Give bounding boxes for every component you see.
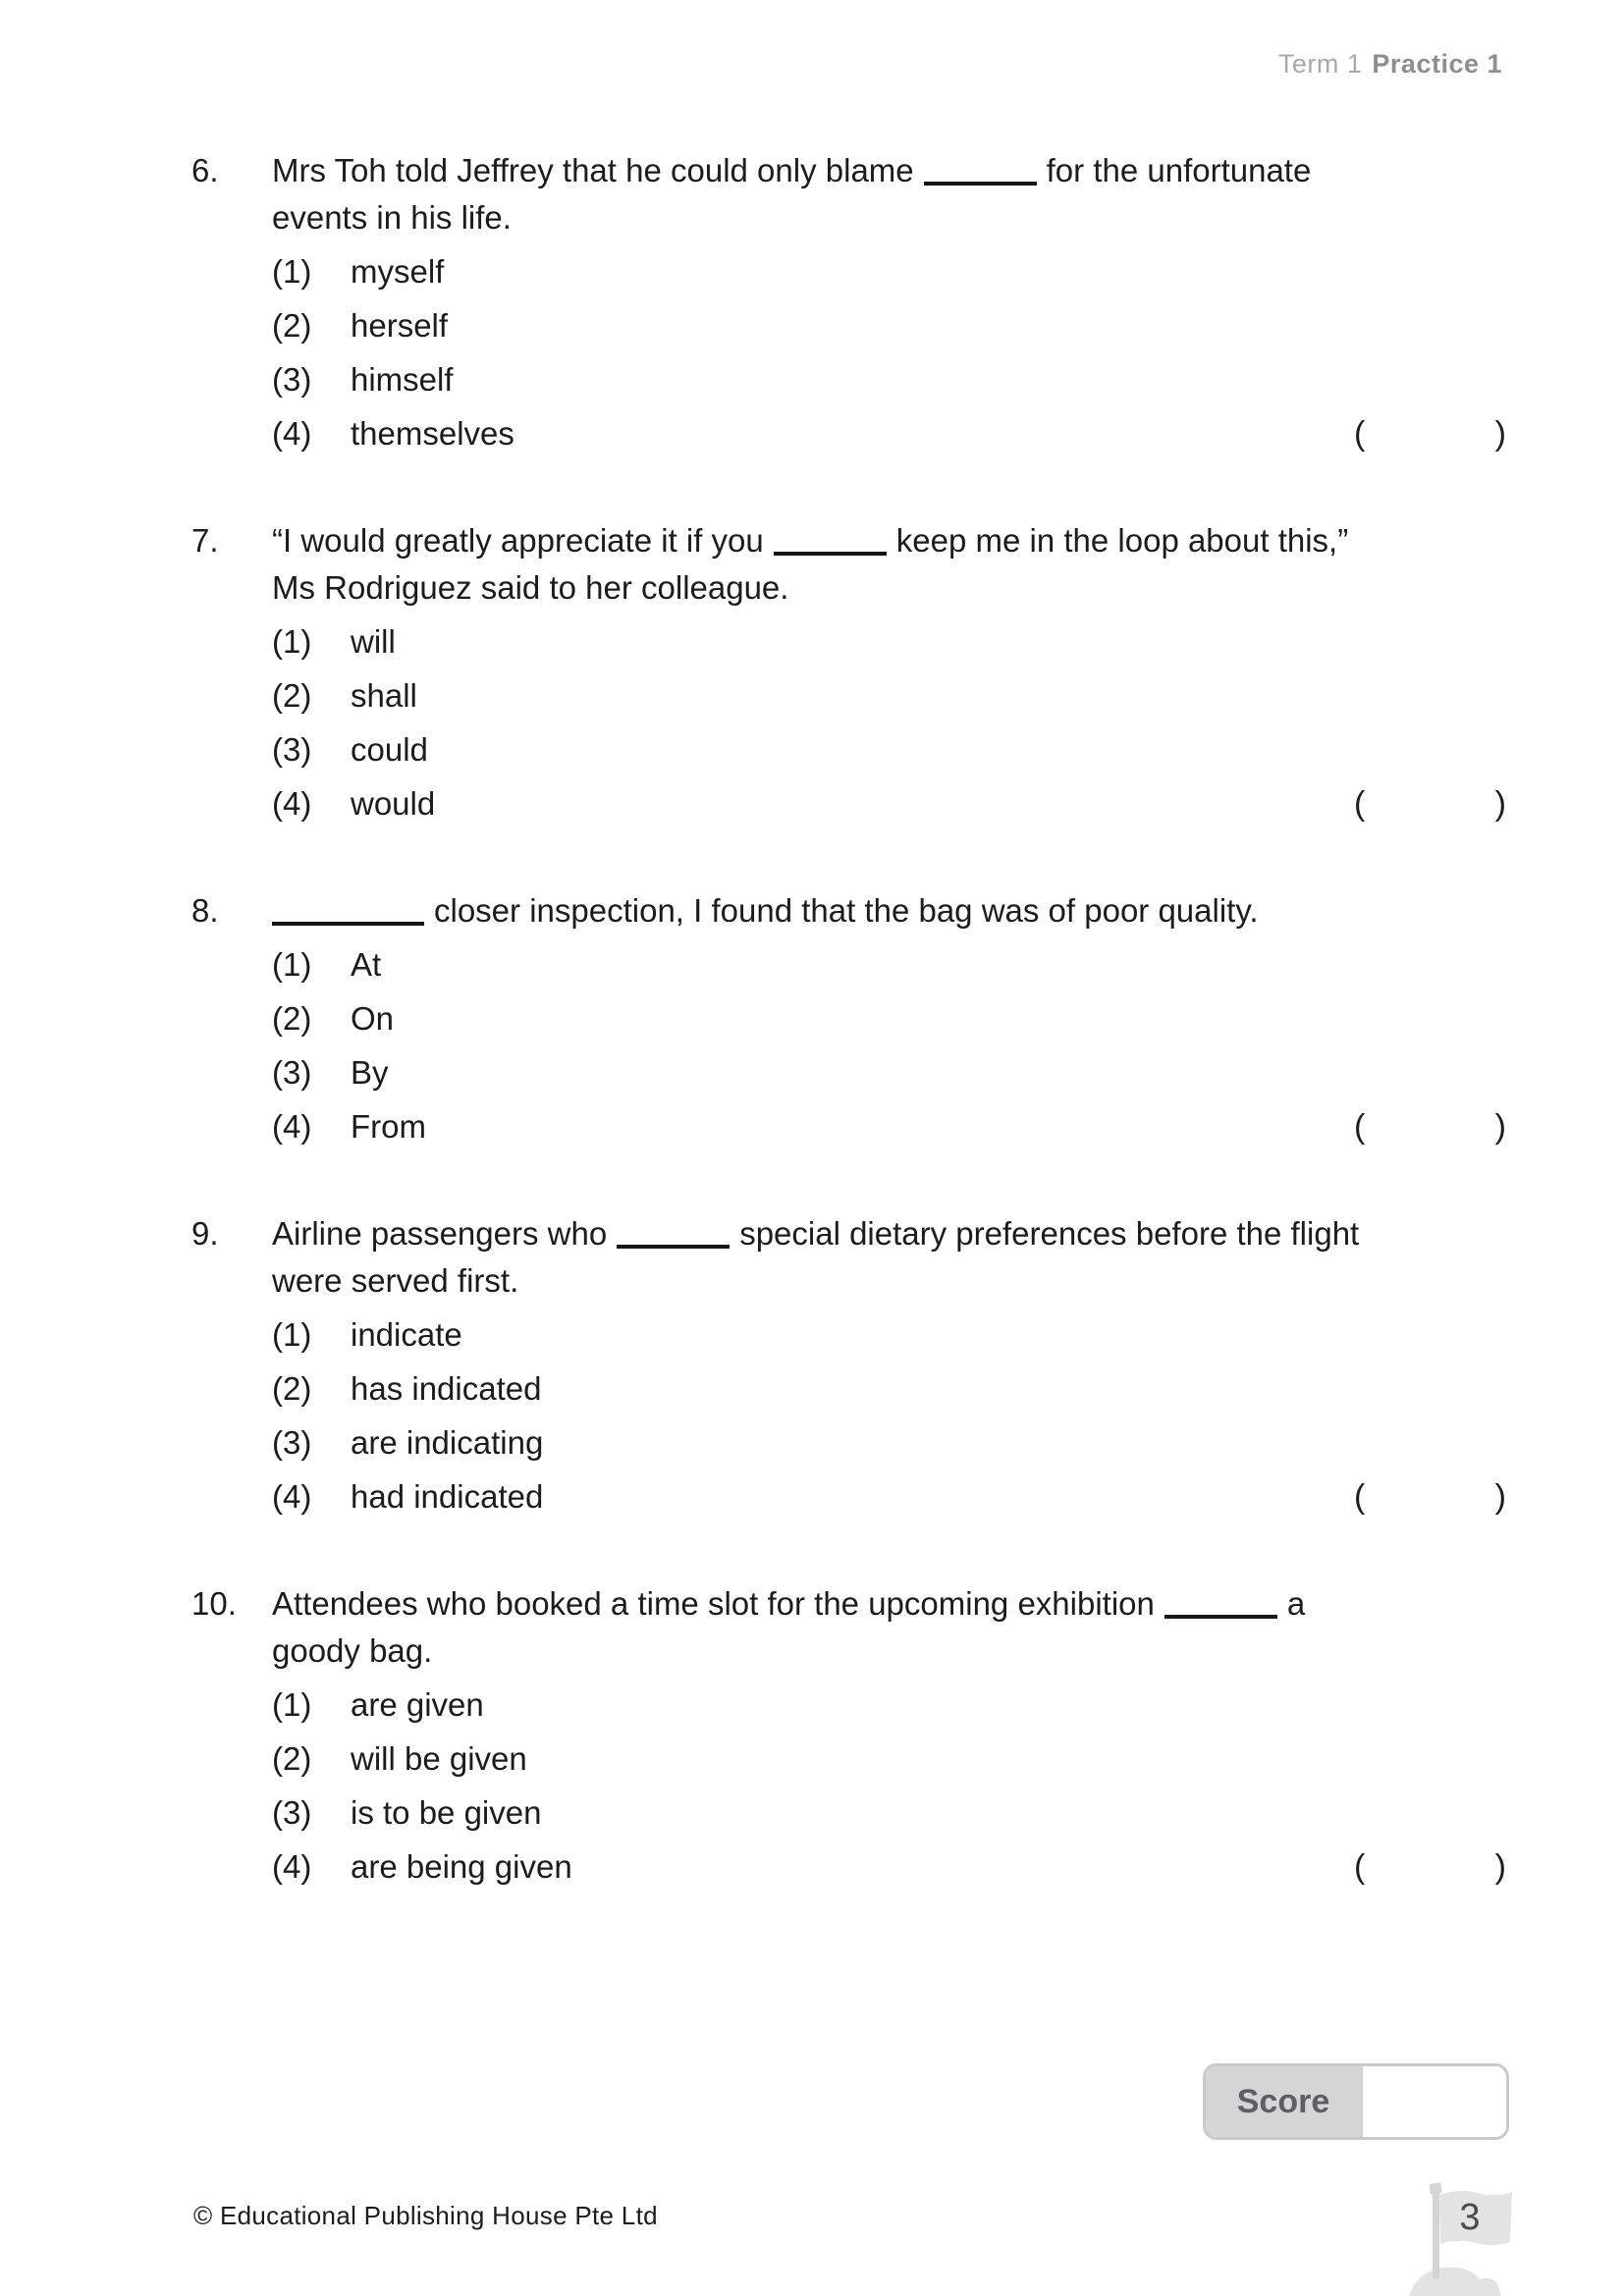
question-8 xyxy=(191,887,1506,1147)
option-row xyxy=(272,622,1502,662)
paren-close: ) xyxy=(1494,1848,1506,1886)
paren-close: ) xyxy=(1494,1108,1506,1146)
answer-parens xyxy=(1354,1847,1506,1887)
stem-text: Airline passengers who xyxy=(272,1215,608,1252)
option-row xyxy=(272,1369,1502,1409)
option-text: will xyxy=(351,623,396,660)
option-number: (2) xyxy=(272,677,312,714)
question-number: 8. xyxy=(191,892,219,929)
option-number: (2) xyxy=(272,1000,312,1037)
stem-text: special dietary preferences before the flight xyxy=(739,1215,1360,1252)
question-10 xyxy=(191,1580,1506,1887)
question-number: 7. xyxy=(191,522,219,559)
options-list xyxy=(272,945,1506,1147)
option-row xyxy=(272,784,1506,824)
option-text: is to be given xyxy=(351,1794,542,1831)
paren-close: ) xyxy=(1494,415,1506,453)
page-header xyxy=(1278,49,1502,80)
question-body xyxy=(272,1580,1506,1887)
paren-close: ) xyxy=(1494,1478,1506,1516)
flag-pole xyxy=(1433,2189,1439,2279)
option-number: (3) xyxy=(272,1794,312,1831)
stem-text: for the unfortunate xyxy=(1046,152,1312,188)
option-text: would xyxy=(351,785,436,822)
answer-blank xyxy=(924,182,1037,186)
paren-open: ( xyxy=(1354,785,1366,823)
option-row xyxy=(272,1793,1502,1833)
question-body xyxy=(272,887,1506,1147)
question-body xyxy=(272,1210,1506,1517)
question-7 xyxy=(191,517,1506,824)
option-number: (1) xyxy=(272,946,312,983)
option-row xyxy=(272,676,1502,716)
option-text: At xyxy=(351,946,382,983)
option-number: (4) xyxy=(272,1108,312,1145)
answer-parens xyxy=(1354,414,1506,454)
option-row xyxy=(272,414,1506,454)
question-number: 6. xyxy=(191,152,219,188)
question-6 xyxy=(191,147,1506,454)
score-value-box xyxy=(1361,2066,1506,2137)
answer-blank xyxy=(617,1245,730,1249)
option-row xyxy=(272,730,1502,770)
flag-hill xyxy=(1409,2268,1501,2296)
question-number: 10. xyxy=(191,1585,237,1622)
answer-blank xyxy=(1164,1615,1277,1619)
practice-label: Practice 1 xyxy=(1372,49,1502,79)
page-flag-icon xyxy=(1399,2181,1624,2296)
answer-blank xyxy=(774,552,887,556)
option-number: (4) xyxy=(272,785,312,822)
answer-parens xyxy=(1354,1107,1506,1147)
questions-section xyxy=(191,147,1506,1950)
stem-text: “I would greatly appreciate it if you xyxy=(272,522,764,559)
option-text: From xyxy=(351,1108,426,1145)
option-text: had indicated xyxy=(351,1478,544,1515)
option-row xyxy=(272,1477,1506,1517)
options-list xyxy=(272,622,1506,824)
option-row xyxy=(272,945,1502,985)
stem-line xyxy=(272,147,1502,194)
stem-text: a xyxy=(1286,1585,1306,1622)
option-number: (2) xyxy=(272,1370,312,1407)
option-text: shall xyxy=(351,677,417,714)
option-row xyxy=(272,1423,1502,1463)
answer-parens xyxy=(1354,1477,1506,1517)
stem-text: Attendees who booked a time slot for the upcoming exhibition xyxy=(272,1585,1155,1622)
option-number: (3) xyxy=(272,361,312,398)
option-row xyxy=(272,306,1502,346)
paren-close: ) xyxy=(1494,785,1506,823)
option-text: themselves xyxy=(351,415,514,452)
option-row xyxy=(272,1847,1506,1887)
option-number: (4) xyxy=(272,1478,312,1515)
option-row xyxy=(272,1739,1502,1779)
stem-text: keep me in the loop about this,” xyxy=(895,522,1349,559)
paren-open: ( xyxy=(1354,1108,1366,1146)
stem-line: Ms Rodriguez said to her colleague. xyxy=(272,569,789,606)
option-number: (1) xyxy=(272,623,312,660)
option-text: himself xyxy=(351,361,454,398)
paren-open: ( xyxy=(1354,1478,1366,1516)
option-text: has indicated xyxy=(351,1370,542,1407)
stem-line: events in his life. xyxy=(272,199,512,236)
stem-line xyxy=(272,517,1502,564)
option-row xyxy=(272,1053,1502,1093)
term-label: Term 1 xyxy=(1277,49,1363,79)
option-text: By xyxy=(351,1054,389,1091)
option-text: indicate xyxy=(351,1316,462,1353)
option-row xyxy=(272,252,1502,292)
answer-blank xyxy=(272,922,424,926)
option-number: (4) xyxy=(272,415,312,452)
page-number: 3 xyxy=(1459,2197,1481,2238)
question-9 xyxy=(191,1210,1506,1517)
stem-line xyxy=(272,1580,1502,1628)
stem-text: closer inspection, I found that the bag was of poor quality. xyxy=(434,892,1259,929)
options-list xyxy=(272,1315,1506,1517)
option-text: are indicating xyxy=(351,1424,544,1461)
paren-open: ( xyxy=(1354,415,1366,453)
option-text: will be given xyxy=(351,1740,527,1777)
option-row xyxy=(272,1315,1502,1355)
option-number: (3) xyxy=(272,1424,312,1461)
options-list xyxy=(272,252,1506,454)
option-number: (1) xyxy=(272,253,312,290)
option-text: myself xyxy=(351,253,445,290)
option-number: (1) xyxy=(272,1316,312,1353)
options-list xyxy=(272,1685,1506,1887)
stem-line: were served first. xyxy=(272,1262,519,1299)
stem-line xyxy=(272,1210,1502,1257)
option-number: (1) xyxy=(272,1686,312,1723)
stem-text: Mrs Toh told Jeffrey that he could only blame xyxy=(272,152,914,188)
footer-copyright: © Educational Publishing House Pte Ltd xyxy=(193,2201,658,2230)
score-label: Score xyxy=(1206,2066,1361,2137)
option-number: (2) xyxy=(272,1740,312,1777)
option-number: (2) xyxy=(272,307,312,344)
option-text: herself xyxy=(351,307,449,344)
option-text: are being given xyxy=(351,1848,572,1885)
stem-line: goody bag. xyxy=(272,1632,433,1669)
paren-open: ( xyxy=(1354,1848,1366,1886)
flag-knob xyxy=(1429,2182,1441,2195)
option-text: are given xyxy=(351,1686,484,1723)
option-row xyxy=(272,1107,1506,1147)
option-number: (3) xyxy=(272,1054,312,1091)
option-number: (4) xyxy=(272,1848,312,1885)
option-row xyxy=(272,1685,1502,1725)
option-row xyxy=(272,360,1502,400)
score-box xyxy=(1203,2063,1509,2140)
option-text: could xyxy=(351,731,428,768)
option-text: On xyxy=(351,1000,395,1037)
option-number: (3) xyxy=(272,731,312,768)
question-body xyxy=(272,147,1506,454)
answer-parens xyxy=(1354,784,1506,824)
question-number: 9. xyxy=(191,1215,219,1252)
question-body xyxy=(272,517,1506,824)
stem-line xyxy=(272,887,1502,934)
option-row xyxy=(272,999,1502,1039)
